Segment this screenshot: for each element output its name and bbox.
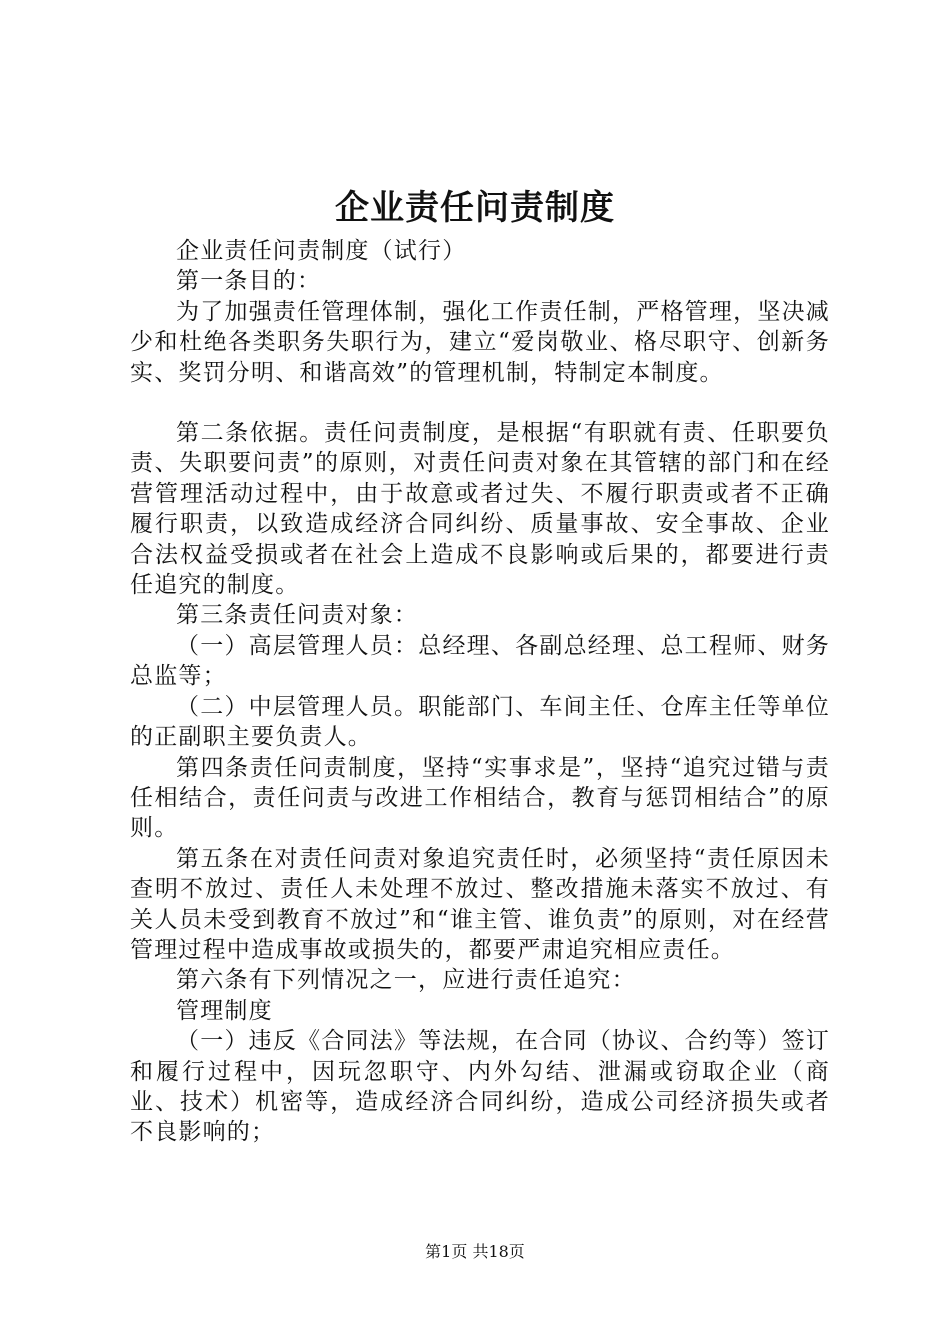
paragraph-article-6-item-1: （一）违反《合同法》等法规，在合同（协议、合约等）签订和履行过程中，因玩忽职守、内外勾结、泄漏或窃取企业（商业、技术）机密等，造成经济合同纠纷，造成公司经济损失或者不良影响的；: [130, 1028, 830, 1146]
paragraph-section-label: 管理制度: [176, 997, 273, 1024]
paragraph-article-6-heading: 第六条有下列情况之一，应进行责任追究：: [176, 967, 636, 994]
paragraph-article-3-heading: 第三条责任问责对象：: [176, 602, 418, 629]
document-title: 企业责任问责制度: [335, 188, 615, 228]
paragraph-article-5: 第五条在对责任问责对象追究责任时，必须坚持“责任原因未查明不放过、责任人未处理不放过、整改措施未落实不放过、有关人员未受到教育不放过”和“谁主管、谁负责”的原则，对在经营管理过程中造成事故或损失的，都要严肃追究相应责任。: [130, 845, 830, 963]
paragraph-article-1-heading: 第一条目的：: [176, 268, 322, 295]
paragraph-article-1-body: 为了加强责任管理体制，强化工作责任制，严格管理，坚决减少和杜绝各类职务失职行为，建立“爱岗敬业、格尽职守、创新务实、奖罚分明、和谐高效”的管理机制，特制定本制度。: [130, 298, 830, 386]
paragraph-subtitle: 企业责任问责制度（试行）: [176, 238, 467, 264]
document-body: [130, 236, 830, 1148]
paragraph-article-4: 第四条责任问责制度，坚持“实事求是”，坚持“追究过错与责任相结合，责任问责与改进工作相结合，教育与惩罚相结合”的原则。: [130, 754, 830, 842]
page-footer: 第1页 共18页: [425, 1242, 525, 1261]
paragraph-article-3-item-2: （二）中层管理人员。职能部门、车间主任、仓库主任等单位的正副职主要负责人。: [130, 693, 830, 751]
paragraph-article-2: 第二条依据。责任问责制度，是根据“有职就有责、任职要负责、失职要问责”的原则，对责任问责对象在其管辖的部门和在经营管理活动过程中，由于故意或者过失、不履行职责或者不正确履行职责，以致造成经济合同纠纷、质量事故、安全事故、企业合法权益受损或者在社会上造成不良影响或后果的，都要进行责任追究的制度。: [130, 420, 830, 599]
paragraph-article-3-item-1: （一）高层管理人员：总经理、各副总经理、总工程师、财务总监等；: [130, 632, 830, 690]
